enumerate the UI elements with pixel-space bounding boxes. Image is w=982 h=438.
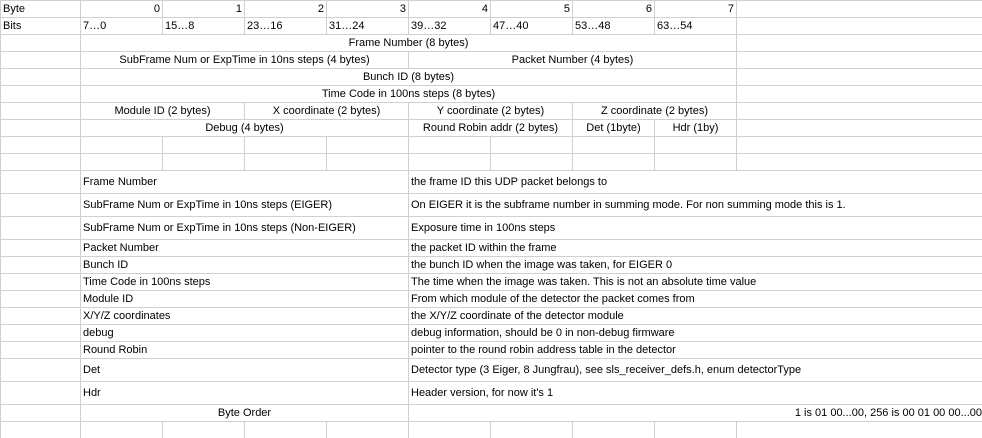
field-frame-number: Frame Number (8 bytes)	[81, 35, 737, 52]
field-bunch-id: Bunch ID (8 bytes)	[81, 69, 737, 86]
bits-row-label: Bits	[1, 18, 81, 35]
empty-cell	[1, 422, 81, 438]
empty-cell	[1, 52, 81, 69]
spacer-row	[1, 422, 982, 438]
bits-value-5: 47…40	[491, 18, 573, 35]
bits-value-1: 15…8	[163, 18, 245, 35]
empty-cell	[1, 69, 81, 86]
desc-text-time-code: The time when the image was taken. This is not an absolute time value	[409, 274, 982, 291]
bits-header-row	[1, 18, 982, 35]
empty-cell	[81, 137, 163, 154]
empty-cell	[1, 103, 81, 120]
field-module-id: Module ID (2 bytes)	[81, 103, 245, 120]
packet-field-row	[1, 86, 982, 103]
byte-header-row	[1, 1, 982, 18]
desc-field-debug: debug	[81, 325, 409, 342]
field-packet-number: Packet Number (4 bytes)	[409, 52, 737, 69]
desc-field-packet-number: Packet Number	[81, 240, 409, 257]
desc-field-xyz-coordinates: X/Y/Z coordinates	[81, 308, 409, 325]
description-row	[1, 274, 982, 291]
byte-value-3: 3	[327, 1, 409, 18]
field-det: Det (1byte)	[573, 120, 655, 137]
field-subframe-num: SubFrame Num or ExpTime in 10ns steps (4 bytes)	[81, 52, 409, 69]
empty-cell	[737, 18, 982, 35]
field-time-code: Time Code in 100ns steps (8 bytes)	[81, 86, 737, 103]
packet-field-row	[1, 52, 982, 69]
desc-field-time-code: Time Code in 100ns steps	[81, 274, 409, 291]
desc-text-bunch-id[interactable]: the bunch ID when the image was taken, for EIGER 0	[409, 257, 982, 274]
empty-cell	[409, 422, 491, 438]
empty-cell	[1, 291, 81, 308]
byte-row-label: Byte	[1, 1, 81, 18]
empty-cell	[1, 120, 81, 137]
description-row	[1, 308, 982, 325]
byte-value-6: 6	[573, 1, 655, 18]
empty-cell	[737, 69, 982, 86]
empty-cell	[1, 137, 81, 154]
empty-cell	[163, 154, 245, 171]
byte-value-0: 0	[81, 1, 163, 18]
empty-cell	[491, 154, 573, 171]
empty-cell	[1, 382, 81, 405]
byte-order-value: 1 is 01 00...00, 256 is 00 01 00 00...00	[409, 405, 982, 422]
spacer-row	[1, 137, 982, 154]
packet-field-row	[1, 69, 982, 86]
byte-value-5: 5	[491, 1, 573, 18]
empty-cell	[1, 154, 81, 171]
empty-cell	[1, 240, 81, 257]
description-row	[1, 171, 982, 194]
desc-field-bunch-id: Bunch ID	[81, 257, 409, 274]
desc-field-subframe-non-eiger: SubFrame Num or ExpTime in 10ns steps (Non-EIGER)	[81, 217, 409, 240]
desc-text-xyz-coordinates: the X/Y/Z coordinate of the detector module	[409, 308, 982, 325]
byte-value-1: 1	[163, 1, 245, 18]
description-row-selected	[1, 257, 982, 274]
packet-field-row	[1, 35, 982, 52]
empty-cell	[1, 359, 81, 382]
desc-text-subframe-eiger: On EIGER it is the subframe number in summing mode. For non summing mode this is 1.	[409, 194, 982, 217]
description-row	[1, 342, 982, 359]
empty-cell	[491, 422, 573, 438]
empty-cell	[737, 1, 982, 18]
bits-value-0: 7…0	[81, 18, 163, 35]
spacer-row	[1, 154, 982, 171]
description-row	[1, 240, 982, 257]
empty-cell	[245, 154, 327, 171]
desc-field-round-robin: Round Robin	[81, 342, 409, 359]
desc-field-module-id: Module ID	[81, 291, 409, 308]
desc-text-module-id: From which module of the detector the packet comes from	[409, 291, 982, 308]
empty-cell	[1, 325, 81, 342]
empty-cell	[655, 154, 737, 171]
empty-cell	[1, 86, 81, 103]
empty-cell	[737, 86, 982, 103]
field-hdr: Hdr (1by)	[655, 120, 737, 137]
empty-cell	[1, 257, 81, 274]
desc-text-packet-number: the packet ID within the frame	[409, 240, 982, 257]
packet-field-row	[1, 103, 982, 120]
byte-order-label: Byte Order	[81, 405, 409, 422]
bits-value-4: 39…32	[409, 18, 491, 35]
byte-value-4: 4	[409, 1, 491, 18]
empty-cell	[737, 120, 982, 137]
empty-cell	[1, 405, 81, 422]
empty-cell	[573, 422, 655, 438]
bits-value-2: 23…16	[245, 18, 327, 35]
desc-text-hdr: Header version, for now it's 1	[409, 382, 982, 405]
desc-text-round-robin: pointer to the round robin address table in the detector	[409, 342, 982, 359]
bits-value-3: 31…24	[327, 18, 409, 35]
field-debug: Debug (4 bytes)	[81, 120, 409, 137]
empty-cell	[1, 194, 81, 217]
empty-cell	[409, 154, 491, 171]
empty-cell	[737, 154, 982, 171]
empty-cell	[1, 171, 81, 194]
empty-cell	[163, 137, 245, 154]
field-y-coordinate: Y coordinate (2 bytes)	[409, 103, 573, 120]
desc-text-det: Detector type (3 Eiger, 8 Jungfrau), see sls_receiver_defs.h, enum detectorType	[409, 359, 982, 382]
empty-cell	[409, 137, 491, 154]
empty-cell	[327, 154, 409, 171]
bits-value-6: 53…48	[573, 18, 655, 35]
empty-cell	[1, 35, 81, 52]
field-z-coordinate: Z coordinate (2 bytes)	[573, 103, 737, 120]
byte-value-2: 2	[245, 1, 327, 18]
byte-value-7: 7	[655, 1, 737, 18]
desc-text-frame-number: the frame ID this UDP packet belongs to	[409, 171, 982, 194]
desc-field-subframe-eiger: SubFrame Num or ExpTime in 10ns steps (EIGER)	[81, 194, 409, 217]
empty-cell	[327, 422, 409, 438]
empty-cell	[245, 137, 327, 154]
empty-cell	[737, 103, 982, 120]
empty-cell	[1, 274, 81, 291]
description-row	[1, 359, 982, 382]
empty-cell	[655, 137, 737, 154]
description-row	[1, 382, 982, 405]
empty-cell	[1, 308, 81, 325]
empty-cell	[737, 422, 982, 438]
empty-cell	[737, 52, 982, 69]
bits-value-7: 63…54	[655, 18, 737, 35]
field-round-robin-addr: Round Robin addr (2 bytes)	[409, 120, 573, 137]
empty-cell	[81, 422, 163, 438]
empty-cell	[81, 154, 163, 171]
desc-field-hdr: Hdr	[81, 382, 409, 405]
empty-cell	[573, 137, 655, 154]
empty-cell	[1, 217, 81, 240]
empty-cell	[737, 137, 982, 154]
empty-cell	[491, 137, 573, 154]
empty-cell	[245, 422, 327, 438]
packet-field-row	[1, 120, 982, 137]
desc-field-det: Det	[81, 359, 409, 382]
empty-cell	[655, 422, 737, 438]
field-x-coordinate: X coordinate (2 bytes)	[245, 103, 409, 120]
empty-cell	[163, 422, 245, 438]
desc-text-debug: debug information, should be 0 in non-debug firmware	[409, 325, 982, 342]
desc-text-subframe-non-eiger: Exposure time in 100ns steps	[409, 217, 982, 240]
description-row	[1, 217, 982, 240]
description-row	[1, 325, 982, 342]
empty-cell	[573, 154, 655, 171]
description-row	[1, 291, 982, 308]
desc-field-frame-number: Frame Number	[81, 171, 409, 194]
description-row	[1, 194, 982, 217]
empty-cell	[1, 342, 81, 359]
byte-order-row	[1, 405, 982, 422]
empty-cell	[327, 137, 409, 154]
empty-cell	[737, 35, 982, 52]
